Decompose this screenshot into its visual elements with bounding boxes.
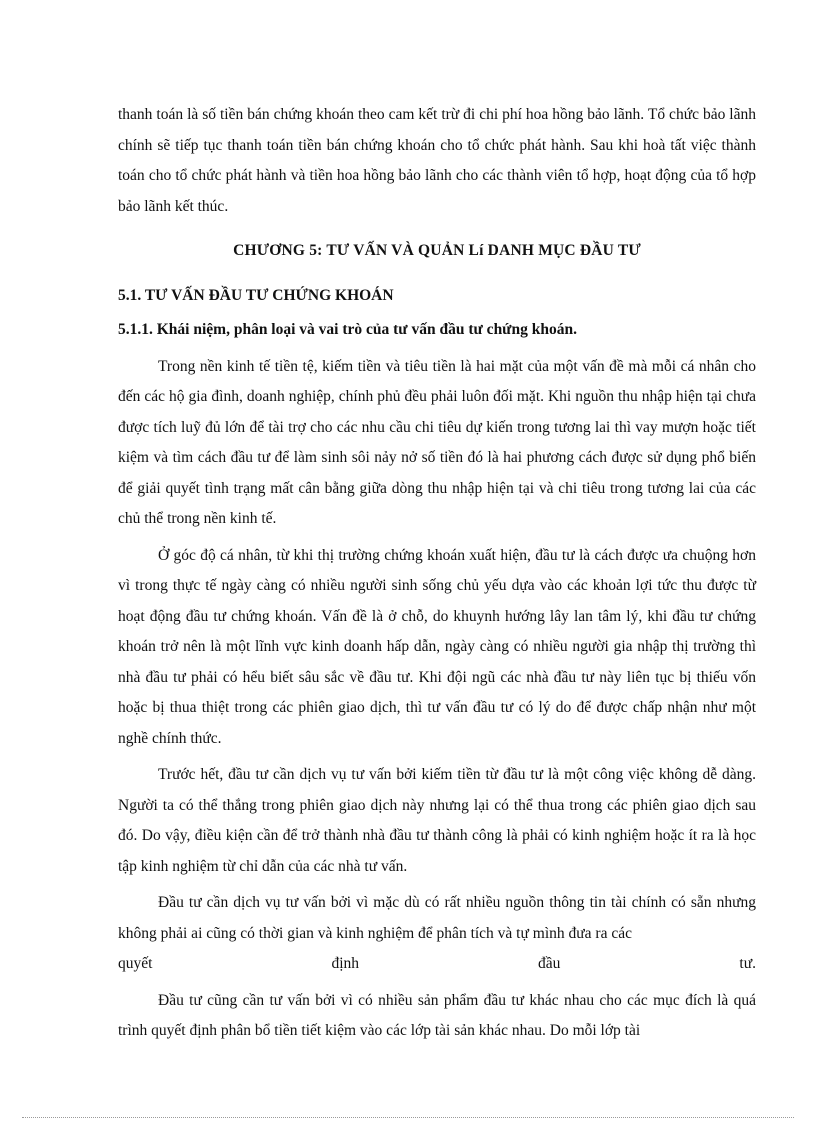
body-paragraph: Trước hết, đầu tư cần dịch vụ tư vấn bởi kiếm tiền từ đầu tư là một công việc không dễ dàng. Người ta có thể thắng trong phiên giao dịch này nhưng lại có thể thua trong các phiên giao dịch sau đó. Do vậy, điều kiện cần để trở thành nhà đầu tư thành công là phải có kinh nghiệm hoặc ít ra là học tập kinh nghiệm từ chỉ dẫn của các nhà tư vấn. [118,766,756,875]
chapter-title: CHƯƠNG 5: TƯ VẤN VÀ QUẢN Lí DANH MỤC ĐẦU TƯ [233,242,641,259]
body-paragraph: Trong nền kinh tế tiền tệ, kiếm tiền và tiêu tiền là hai mặt của một vấn đề mà mỗi cá nhân cho đến các hộ gia đình, doanh nghiệp, chính phủ đều phải luôn đối mặt. Khi nguồn thu nhập hiện tại chưa được tích luỹ đủ lớn để tài trợ cho các nhu cầu chi tiêu dự kiến trong tương lai thì vay mượn hoặc tiết kiệm và tìm cách đầu tư để làm sinh sôi nảy nở số tiền đó là hai phương cách được sử dụng phổ biến để giải quyết tình trạng mất cân bằng giữa dòng thu nhập hiện tại và chi tiêu trong tương lai của các chủ thể trong nền kinh tế. [118,357,756,527]
body-paragraph: Ở góc độ cá nhân, từ khi thị trường chứng khoán xuất hiện, đầu tư là cách được ưa chuộng hơn vì trong thực tế ngày càng có nhiều người sinh sống chủ yếu dựa vào các khoản lợi tức thu được từ hoạt động đầu tư chứng khoán. Vấn đề là ở chỗ, do khuynh hướng lây lan tâm lý, khi đầu tư chứng khoán trở nên là một lĩnh vực kinh doanh hấp dẫn, ngày càng có nhiều người gia nhập thị trường thì nhà đầu tư phải có hểu biết sâu sắc về đầu tư. Khi đội ngũ các nhà đầu tư này liên tục bị thiếu vốn hoặc bị thua thiệt trong các phiên giao dịch, thì tư vấn đầu tư có lý do để được chấp nhận như một nghề chính thức. [118,546,756,747]
body-paragraph-continuation: quyết định đầu tư. [118,955,756,972]
document-body [118,100,756,1047]
body-paragraph: Đầu tư cũng cần tư vấn bởi vì có nhiều sản phẩm đầu tư khác nhau cho các mục đích là quá trình quyết định phân bổ tiền tiết kiệm vào các lớp tài sản khác nhau. Do mỗi lớp tài [118,991,756,1039]
body-paragraph: Đầu tư cần dịch vụ tư vấn bởi vì mặc dù có rất nhiều nguồn thông tin tài chính có sẵn nhưng không phải ai cũng có thời gian và kinh nghiệm để phân tích và tự mình đưa ra các [118,894,756,942]
intro-paragraph: thanh toán là số tiền bán chứng khoán theo cam kết trừ đi chi phí hoa hồng bảo lãnh. Tổ chức bảo lãnh chính sẽ tiếp tục thanh toán tiền bán chứng khoán cho tổ chức phát hành. Sau khi hoà tất việc thành toán cho tổ chức phát hành và tiền hoa hồng bảo lãnh cho các thành viên tổ hợp, hoạt động của tổ hợp bảo lãnh kết thúc. [118,106,756,215]
footer-divider [22,1117,794,1118]
section-title: 5.1. TƯ VẤN ĐẦU TƯ CHỨNG KHOÁN [118,286,394,304]
subsection-title: 5.1.1. Khái niệm, phân loại và vai trò của tư vấn đầu tư chứng khoán. [118,321,577,338]
